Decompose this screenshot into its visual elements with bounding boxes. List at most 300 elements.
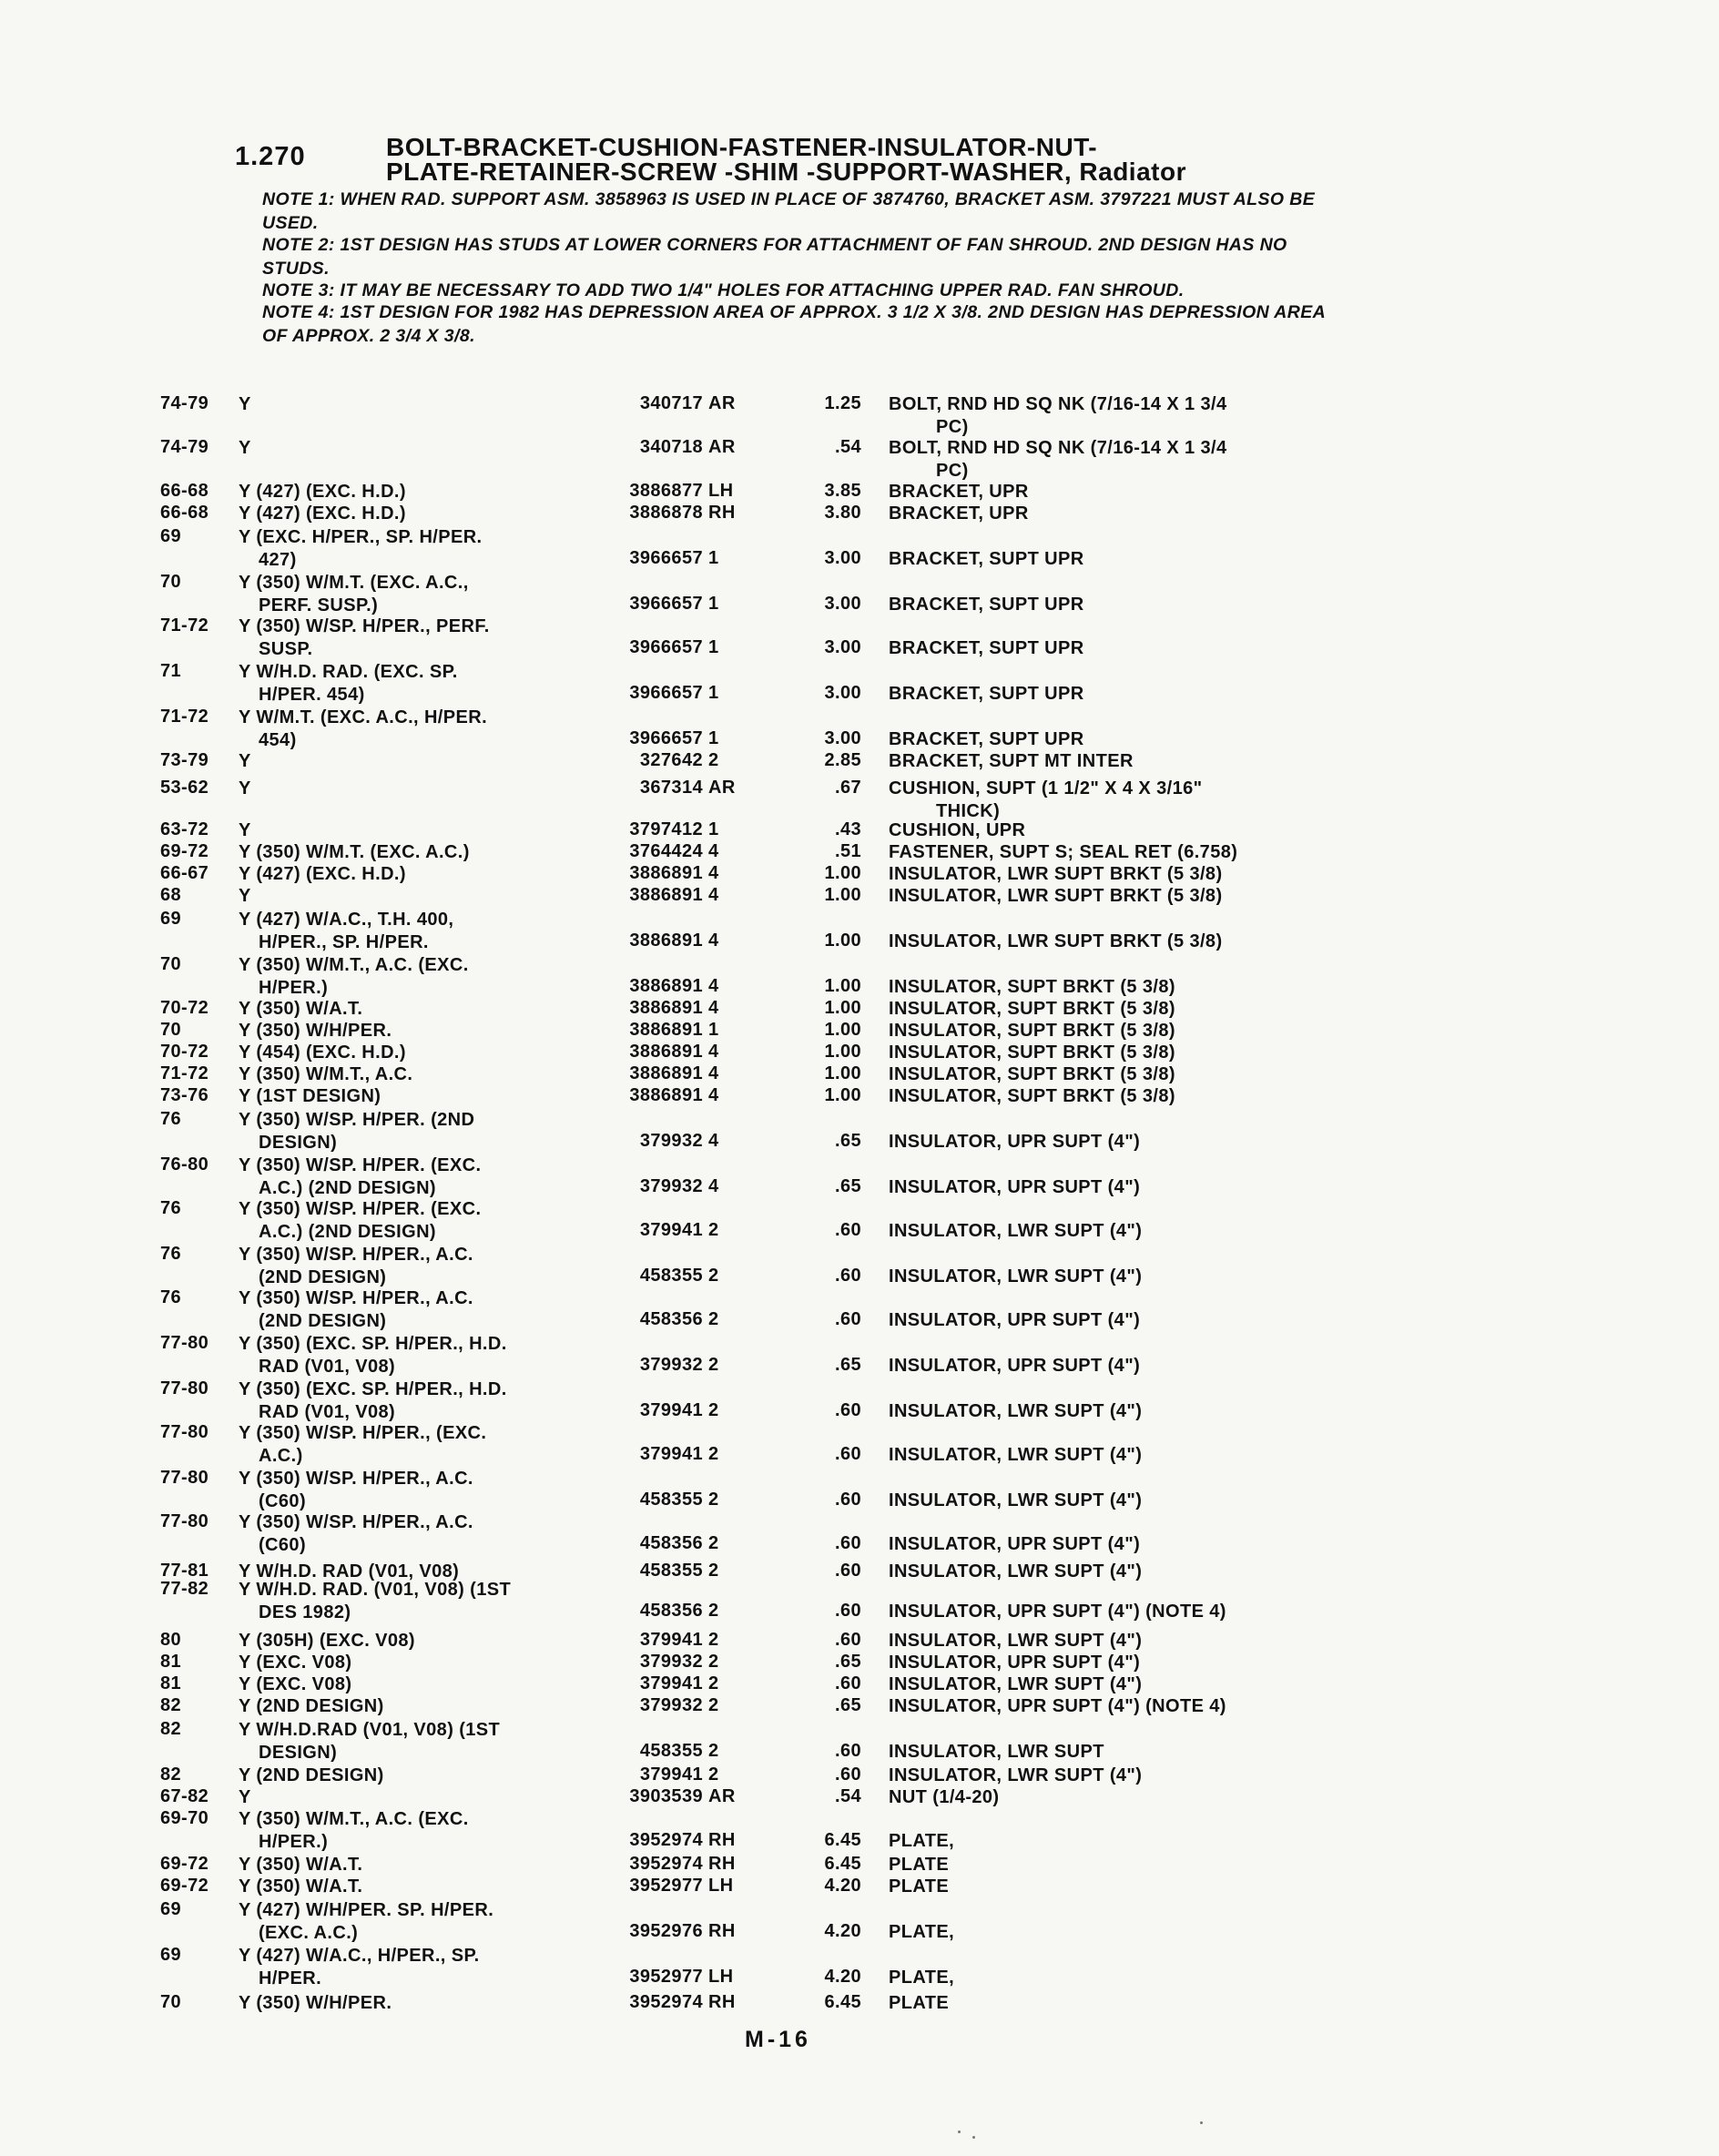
row-price: 1.00: [824, 976, 861, 996]
row-quantity: AR: [708, 1786, 736, 1806]
row-part-name: [889, 885, 1344, 908]
row-part-name: [889, 1764, 1344, 1787]
row-part-name-line1: INSULATOR, UPR SUPT (4"): [889, 1356, 1141, 1376]
row-application-line1: Y (350) W/M.T., A.C. (EXC.: [239, 1809, 469, 1829]
row-application: [239, 393, 585, 416]
row-application: [239, 1198, 585, 1243]
row-application: [239, 819, 585, 842]
row-quantity: 2: [708, 1533, 719, 1553]
row-part-name: [889, 1533, 1344, 1556]
section-title-line2: PLATE-RETAINER-SCREW -SHIM -SUPPORT-WASHER, Radiator: [386, 158, 1186, 186]
row-price: 6.45: [824, 1830, 861, 1850]
row-part-name: [889, 1085, 1344, 1108]
row-application-line2: (C60): [259, 1534, 307, 1555]
row-application: [239, 661, 585, 706]
row-price: 3.00: [824, 728, 861, 748]
row-part-name-line1: INSULATOR, LWR SUPT (4"): [889, 1445, 1143, 1465]
row-application-line2: H/PER.): [259, 1831, 329, 1852]
row-application-line2: (2ND DESIGN): [259, 1310, 387, 1331]
row-part-name-line1: PLATE,: [889, 1922, 955, 1942]
row-part-number: 3886891: [629, 931, 703, 951]
row-application: [239, 863, 585, 886]
row-price: .54: [834, 437, 861, 457]
row-application-line1: Y (427) (EXC. H.D.): [239, 482, 406, 502]
row-years: 74-79: [160, 437, 209, 457]
row-part-name-line1: BRACKET, SUPT UPR: [889, 729, 1084, 749]
row-years: 69: [160, 909, 182, 929]
row-part-number: 379941: [639, 1444, 703, 1464]
section-number: 1.270: [235, 142, 306, 171]
row-years: 69-72: [160, 841, 209, 861]
row-price: 1.00: [824, 998, 861, 1018]
row-application-line2: DESIGN): [259, 1742, 338, 1763]
row-application: [239, 1244, 585, 1288]
row-application-line1: Y (350) W/M.T., A.C.: [239, 1064, 413, 1084]
row-years: 77-80: [160, 1468, 209, 1488]
row-part-name-line2: PC): [936, 416, 969, 437]
row-part-name: [889, 1020, 1344, 1042]
row-years: 77-80: [160, 1333, 209, 1353]
row-application-line1: Y (350) W/SP. H/PER. (EXC.: [239, 1199, 482, 1219]
row-part-name-line1: INSULATOR, LWR SUPT (4"): [889, 1674, 1143, 1694]
row-application: [239, 1854, 585, 1876]
row-years: 76: [160, 1244, 182, 1264]
row-part-name-line2: THICK): [936, 800, 1001, 821]
row-part-name: [889, 1652, 1344, 1674]
row-years: 66-68: [160, 481, 209, 501]
row-quantity: 4: [708, 841, 719, 861]
row-years: 71-72: [160, 1063, 209, 1083]
row-part-number: 3952974: [629, 1854, 703, 1874]
row-part-name: [889, 1063, 1344, 1086]
row-part-number: 3966657: [629, 683, 703, 703]
row-part-name: [889, 1921, 1344, 1944]
row-price: 1.00: [824, 1020, 861, 1040]
row-application-line2: PERF. SUSP.): [259, 595, 379, 615]
row-part-name-line1: INSULATOR, LWR SUPT (4"): [889, 1221, 1143, 1241]
row-years: 69: [160, 526, 182, 546]
row-price: 3.00: [824, 548, 861, 568]
row-price: 3.00: [824, 683, 861, 703]
scan-speck: [958, 2131, 961, 2133]
row-price: .65: [834, 1695, 861, 1715]
row-quantity: 4: [708, 1131, 719, 1151]
row-quantity: RH: [708, 1854, 736, 1874]
row-years: 77-80: [160, 1511, 209, 1531]
row-part-number: 3952974: [629, 1992, 703, 2012]
row-price: 3.00: [824, 594, 861, 614]
row-years: 70: [160, 954, 182, 974]
row-application-line1: Y (350) W/H/PER.: [239, 1993, 392, 2013]
row-quantity: 2: [708, 1490, 719, 1510]
row-application-line1: Y (EXC. V08): [239, 1674, 352, 1694]
row-price: .54: [834, 1786, 861, 1806]
row-price: .60: [834, 1561, 861, 1581]
row-application-line1: Y (305H) (EXC. V08): [239, 1631, 415, 1651]
row-application-line1: Y (350) W/SP. H/PER., A.C.: [239, 1245, 473, 1265]
row-price: .60: [834, 1220, 861, 1240]
row-part-number: 3886891: [629, 976, 703, 996]
row-application-line1: Y (EXC. H/PER., SP. H/PER.: [239, 527, 483, 547]
row-part-name-line1: FASTENER, SUPT S; SEAL RET (6.758): [889, 842, 1238, 862]
row-application-line1: Y: [239, 778, 251, 798]
row-years: 76: [160, 1287, 182, 1307]
row-years: 71: [160, 661, 182, 681]
row-years: 70-72: [160, 998, 209, 1018]
row-part-name-line1: INSULATOR, SUPT BRKT (5 3/8): [889, 1064, 1175, 1084]
row-price: .43: [834, 819, 861, 839]
row-quantity: RH: [708, 1992, 736, 2012]
row-application-line1: Y (350) (EXC. SP. H/PER., H.D.: [239, 1334, 507, 1354]
row-part-name-line1: CUSHION, SUPT (1 1/2" X 4 X 3/16": [889, 778, 1203, 798]
row-quantity: 1: [708, 548, 719, 568]
row-application: [239, 1511, 585, 1556]
row-part-name: [889, 637, 1344, 660]
row-application-line1: Y (427) W/A.C., H/PER., SP.: [239, 1946, 480, 1966]
row-part-name: [889, 728, 1344, 751]
row-part-number: 379932: [639, 1695, 703, 1715]
row-years: 66-67: [160, 863, 209, 883]
row-quantity: 1: [708, 819, 719, 839]
row-part-number: 3952974: [629, 1830, 703, 1850]
row-part-name-line1: BRACKET, SUPT UPR: [889, 549, 1084, 569]
row-part-name: [889, 594, 1344, 616]
row-application-line2: H/PER.): [259, 977, 329, 998]
row-part-number: 379941: [639, 1673, 703, 1693]
row-years: 66-68: [160, 503, 209, 523]
row-price: .60: [834, 1444, 861, 1464]
row-part-name: [889, 841, 1344, 864]
row-quantity: 2: [708, 1400, 719, 1420]
row-part-name-line1: NUT (1/4-20): [889, 1787, 1000, 1807]
row-price: .65: [834, 1355, 861, 1375]
row-part-number: 340718: [639, 437, 703, 457]
row-part-name: [889, 1695, 1344, 1718]
row-years: 77-82: [160, 1579, 209, 1599]
row-application-line1: Y (350) W/A.T.: [239, 999, 363, 1019]
row-quantity: 2: [708, 1601, 719, 1621]
row-years: 70: [160, 1992, 182, 2012]
row-application-line1: Y (1ST DESIGN): [239, 1086, 381, 1106]
row-quantity: LH: [708, 481, 734, 501]
row-price: .60: [834, 1741, 861, 1761]
row-part-number: 458356: [639, 1533, 703, 1553]
row-years: 74-79: [160, 393, 209, 413]
row-application-line1: Y W/H.D. RAD. (V01, V08) (1ST: [239, 1580, 512, 1600]
row-part-name: [889, 1042, 1344, 1064]
row-part-name: [889, 998, 1344, 1021]
row-part-name: [889, 750, 1344, 773]
row-price: .65: [834, 1176, 861, 1196]
row-application: [239, 909, 585, 953]
row-part-name: [889, 1131, 1344, 1154]
row-application: [239, 885, 585, 908]
row-years: 69: [160, 1945, 182, 1965]
row-application: [239, 572, 585, 616]
row-price: .60: [834, 1309, 861, 1329]
row-application-line2: H/PER.: [259, 1968, 322, 1988]
row-part-name-line1: INSULATOR, LWR SUPT (4"): [889, 1401, 1143, 1421]
row-part-name-line1: BOLT, RND HD SQ NK (7/16-14 X 1 3/4: [889, 394, 1227, 414]
row-quantity: 1: [708, 728, 719, 748]
row-part-number: 379932: [639, 1176, 703, 1196]
row-years: 73-79: [160, 750, 209, 770]
row-application-line1: Y W/M.T. (EXC. A.C., H/PER.: [239, 707, 488, 727]
row-application: [239, 1287, 585, 1332]
row-application-line1: Y (427) W/A.C., T.H. 400,: [239, 910, 454, 930]
row-application: [239, 998, 585, 1021]
row-application: [239, 1630, 585, 1653]
row-part-name-line1: INSULATOR, UPR SUPT (4") (NOTE 4): [889, 1602, 1226, 1622]
row-part-name: [889, 976, 1344, 999]
row-application: [239, 526, 585, 571]
row-quantity: AR: [708, 778, 736, 798]
row-quantity: 2: [708, 1673, 719, 1693]
row-part-name: [889, 437, 1344, 482]
row-part-number: 327642: [639, 750, 703, 770]
row-part-name: [889, 1830, 1344, 1853]
row-price: 3.00: [824, 637, 861, 657]
row-price: 6.45: [824, 1992, 861, 2012]
row-application: [239, 503, 585, 525]
row-part-name-line1: INSULATOR, LWR SUPT BRKT (5 3/8): [889, 864, 1223, 884]
row-application: [239, 707, 585, 751]
row-part-number: 3886891: [629, 863, 703, 883]
row-years: 53-62: [160, 778, 209, 798]
row-years: 82: [160, 1764, 182, 1785]
row-years: 76-80: [160, 1154, 209, 1175]
row-part-name-line1: INSULATOR, UPR SUPT (4"): [889, 1310, 1141, 1330]
row-price: .60: [834, 1601, 861, 1621]
row-part-name-line1: INSULATOR, UPR SUPT (4"): [889, 1653, 1141, 1673]
row-application: [239, 954, 585, 999]
row-price: .51: [834, 841, 861, 861]
row-price: .60: [834, 1533, 861, 1553]
row-part-number: 3966657: [629, 594, 703, 614]
row-part-name: [889, 548, 1344, 571]
row-part-name-line1: INSULATOR, LWR SUPT: [889, 1742, 1104, 1762]
row-application-line2: (C60): [259, 1490, 307, 1511]
row-part-name-line1: PLATE,: [889, 1831, 955, 1851]
row-application: [239, 1808, 585, 1853]
row-quantity: 4: [708, 1063, 719, 1083]
row-part-name-line1: BRACKET, SUPT UPR: [889, 595, 1084, 615]
row-quantity: 2: [708, 1764, 719, 1785]
row-quantity: 4: [708, 1042, 719, 1062]
row-part-number: 458355: [639, 1741, 703, 1761]
row-application: [239, 1020, 585, 1042]
row-years: 71-72: [160, 615, 209, 636]
row-part-number: 3797412: [629, 819, 703, 839]
row-quantity: 2: [708, 1220, 719, 1240]
row-part-name: [889, 1967, 1344, 1989]
row-price: 1.25: [824, 393, 861, 413]
row-part-name: [889, 1630, 1344, 1653]
row-application-line1: Y (350) W/SP. H/PER., A.C.: [239, 1469, 473, 1489]
row-application-line1: Y W/H.D.RAD (V01, V08) (1ST: [239, 1720, 501, 1740]
row-part-number: 3886891: [629, 1042, 703, 1062]
row-application-line1: Y (350) W/H/PER.: [239, 1021, 392, 1041]
row-application-line1: Y: [239, 438, 251, 458]
row-quantity: RH: [708, 1830, 736, 1850]
notes-block: [235, 188, 1327, 346]
row-application-line1: Y W/H.D. RAD. (EXC. SP.: [239, 662, 458, 682]
row-application-line1: Y (350) (EXC. SP. H/PER., H.D.: [239, 1379, 507, 1399]
row-part-name-line1: PLATE: [889, 1993, 950, 2013]
row-price: 3.85: [824, 481, 861, 501]
page-number: M-16: [745, 2027, 811, 2052]
row-part-number: 3886878: [629, 503, 703, 523]
row-part-name-line2: PC): [936, 460, 969, 481]
row-part-name: [889, 1786, 1344, 1809]
section-title-line1: BOLT-BRACKET-CUSHION-FASTENER-INSULATOR-NUT-: [386, 133, 1098, 161]
row-part-name-line1: INSULATOR, SUPT BRKT (5 3/8): [889, 1021, 1175, 1041]
row-part-name-line1: BRACKET, SUPT UPR: [889, 684, 1084, 704]
row-part-number: 3966657: [629, 637, 703, 657]
row-application-line1: Y: [239, 394, 251, 414]
row-part-name: [889, 481, 1344, 503]
row-application: [239, 841, 585, 864]
row-application-line1: Y (350) W/SP. H/PER., A.C.: [239, 1288, 473, 1308]
row-application: [239, 1579, 585, 1623]
row-application-line1: Y (350) W/A.T.: [239, 1855, 363, 1875]
row-part-name-line1: INSULATOR, SUPT BRKT (5 3/8): [889, 999, 1175, 1019]
row-part-number: 379941: [639, 1400, 703, 1420]
row-quantity: 4: [708, 885, 719, 905]
row-application-line1: Y (350) W/M.T. (EXC. A.C.): [239, 842, 470, 862]
row-application-line1: Y (350) W/M.T. (EXC. A.C.,: [239, 573, 469, 593]
row-quantity: 2: [708, 1266, 719, 1286]
note-2: NOTE 2: 1ST DESIGN HAS STUDS AT LOWER CORNERS FOR ATTACHMENT OF FAN SHROUD. 2ND DESIGN HAS NO STUDS.: [262, 235, 1287, 279]
row-part-number: 379941: [639, 1220, 703, 1240]
row-quantity: 2: [708, 1444, 719, 1464]
row-application: [239, 1652, 585, 1674]
row-application: [239, 1695, 585, 1718]
row-part-name: [889, 1741, 1344, 1764]
row-years: 69-72: [160, 1854, 209, 1874]
row-quantity: 1: [708, 637, 719, 657]
row-application: [239, 1876, 585, 1898]
row-part-name-line1: INSULATOR, LWR SUPT (4"): [889, 1561, 1143, 1581]
row-price: 1.00: [824, 863, 861, 883]
row-part-name: [889, 1400, 1344, 1423]
row-part-name-line1: PLATE: [889, 1855, 950, 1875]
row-application: [239, 1154, 585, 1199]
row-application-line2: H/PER., SP. H/PER.: [259, 931, 429, 952]
row-price: .67: [834, 778, 861, 798]
row-part-name: [889, 931, 1344, 953]
row-application-line2: RAD (V01, V08): [259, 1356, 396, 1377]
row-application: [239, 1673, 585, 1696]
row-part-number: 3764424: [629, 841, 703, 861]
row-application: [239, 437, 585, 460]
row-part-name: [889, 1355, 1344, 1378]
row-price: 1.00: [824, 885, 861, 905]
row-part-name-line1: BOLT, RND HD SQ NK (7/16-14 X 1 3/4: [889, 438, 1227, 458]
row-part-number: 3886891: [629, 998, 703, 1018]
row-application-line1: Y (2ND DESIGN): [239, 1765, 384, 1785]
row-part-name: [889, 863, 1344, 886]
row-quantity: LH: [708, 1967, 734, 1987]
row-application-line1: Y (350) W/M.T., A.C. (EXC.: [239, 955, 469, 975]
row-part-name-line1: INSULATOR, SUPT BRKT (5 3/8): [889, 1042, 1175, 1063]
row-price: 1.00: [824, 1085, 861, 1105]
row-application-line1: Y (427) (EXC. H.D.): [239, 864, 406, 884]
row-part-number: 3886891: [629, 1063, 703, 1083]
row-application: [239, 750, 585, 773]
row-price: 4.20: [824, 1967, 861, 1987]
row-quantity: 1: [708, 1020, 719, 1040]
row-part-number: 340717: [639, 393, 703, 413]
row-years: 81: [160, 1652, 182, 1672]
note-1: NOTE 1: WHEN RAD. SUPPORT ASM. 3858963 IS USED IN PLACE OF 3874760, BRACKET ASM. 3797221 MUST ALSO BE USED.: [262, 189, 1316, 233]
note-3: NOTE 3: IT MAY BE NECESSARY TO ADD TWO 1/4" HOLES FOR ATTACHING UPPER RAD. FAN SHROUD.: [262, 280, 1185, 300]
row-part-name: [889, 1876, 1344, 1898]
row-years: 77-80: [160, 1378, 209, 1398]
row-part-number: 3952976: [629, 1921, 703, 1941]
row-part-number: 3966657: [629, 728, 703, 748]
row-application: [239, 1786, 585, 1809]
row-part-number: 3886891: [629, 1020, 703, 1040]
row-quantity: 4: [708, 1176, 719, 1196]
row-part-number: 458356: [639, 1601, 703, 1621]
row-part-number: 379932: [639, 1131, 703, 1151]
row-part-name: [889, 1266, 1344, 1288]
row-part-name-line1: INSULATOR, LWR SUPT (4"): [889, 1631, 1143, 1651]
row-quantity: 2: [708, 750, 719, 770]
row-part-name-line1: INSULATOR, UPR SUPT (4"): [889, 1534, 1141, 1554]
row-part-name-line1: INSULATOR, LWR SUPT BRKT (5 3/8): [889, 886, 1223, 906]
row-application-line2: A.C.) (2ND DESIGN): [259, 1177, 436, 1198]
row-application-line2: A.C.): [259, 1445, 303, 1466]
row-application: [239, 1422, 585, 1467]
row-years: 70: [160, 572, 182, 592]
row-quantity: 4: [708, 1085, 719, 1105]
row-part-number: 458355: [639, 1561, 703, 1581]
row-price: .65: [834, 1131, 861, 1151]
row-part-name: [889, 1673, 1344, 1696]
row-part-name-line1: PLATE,: [889, 1968, 955, 1988]
row-part-name: [889, 778, 1344, 822]
row-part-name-line1: INSULATOR, LWR SUPT (4"): [889, 1490, 1143, 1510]
row-application-line1: Y: [239, 886, 251, 906]
row-application-line2: 427): [259, 549, 297, 570]
row-application-line1: Y (427) (EXC. H.D.): [239, 503, 406, 524]
row-part-name-line1: INSULATOR, LWR SUPT BRKT (5 3/8): [889, 931, 1223, 951]
row-application: [239, 481, 585, 503]
row-application-line1: Y (427) W/H/PER. SP. H/PER.: [239, 1900, 494, 1920]
row-part-name: [889, 1561, 1344, 1583]
row-part-name-line1: PLATE: [889, 1876, 950, 1897]
row-part-number: 379941: [639, 1764, 703, 1785]
row-part-number: 458356: [639, 1309, 703, 1329]
row-part-number: 458355: [639, 1266, 703, 1286]
row-part-name: [889, 1444, 1344, 1467]
row-years: 80: [160, 1630, 182, 1650]
row-application-line2: A.C.) (2ND DESIGN): [259, 1221, 436, 1242]
row-quantity: 2: [708, 1355, 719, 1375]
section-title: [386, 135, 1661, 184]
row-price: .60: [834, 1673, 861, 1693]
row-part-name-line1: BRACKET, SUPT UPR: [889, 638, 1084, 658]
row-quantity: 4: [708, 931, 719, 951]
row-part-name-line1: BRACKET, UPR: [889, 482, 1029, 502]
row-application-line1: Y (350) W/A.T.: [239, 1876, 363, 1897]
row-years: 70: [160, 1020, 182, 1040]
row-part-name: [889, 819, 1344, 842]
row-quantity: LH: [708, 1876, 734, 1896]
row-part-name-line1: INSULATOR, UPR SUPT (4"): [889, 1177, 1141, 1197]
